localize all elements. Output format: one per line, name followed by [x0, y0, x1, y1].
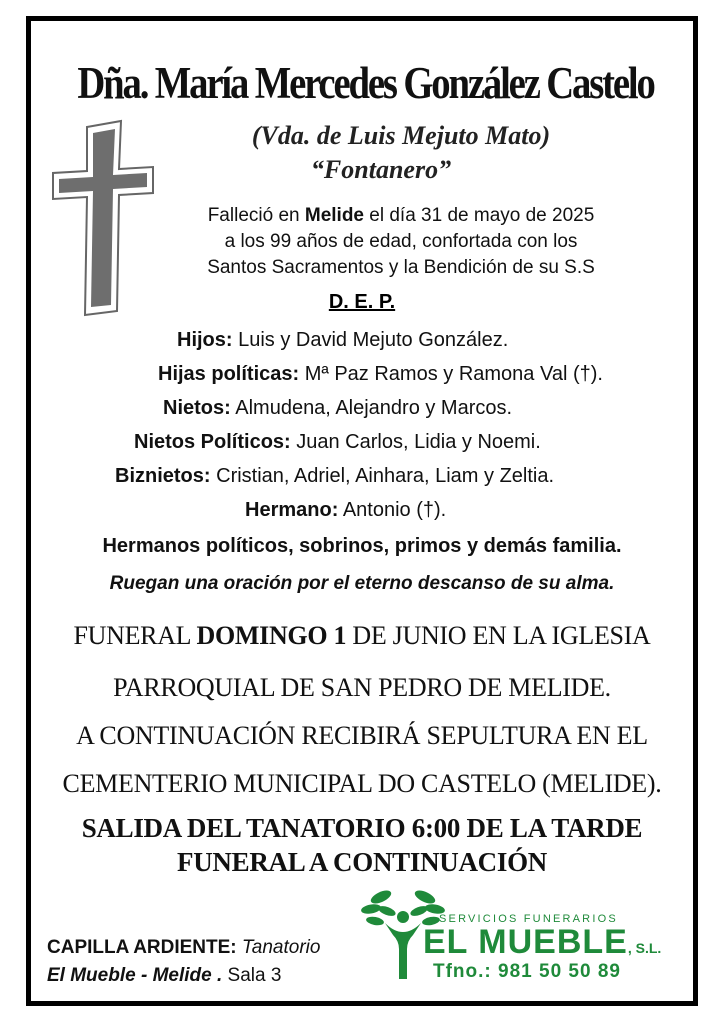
company-phone: Tfno.: 981 50 50 89 [433, 961, 621, 982]
departure-line-1: SALIDA DEL TANATORIO 6:00 DE LA TARDE [81, 813, 643, 843]
company-name: EL MUEBLE, S.L. [423, 923, 662, 961]
death-place: Melide [304, 205, 364, 226]
chapel-line-1: CAPILLA ARDIENTE: Tanatorio [47, 937, 321, 958]
family-hijos: Hijos: Luis y David Mejuto González. [177, 329, 509, 351]
funeral-date: DOMINGO 1 [196, 621, 347, 650]
widow-of: (Vda. de Luis Mejuto Mato) [251, 121, 551, 150]
deceased-name: Dña. María Mercedes González Castelo [77, 58, 654, 108]
funeral-line-3: A CONTINUACIÓN RECIBIRÁ SEPULTURA EN EL [76, 721, 648, 750]
death-line-1: Falleció en Melide el día 31 de mayo de 2025 [207, 205, 595, 226]
obituary-frame [26, 16, 698, 1006]
nickname: “Fontanero” [310, 155, 452, 184]
death-line-3: Santos Sacramentos y la Bendición de su S.S [207, 257, 595, 278]
funeral-line-4: CEMENTERIO MUNICIPAL DO CASTELO (MELIDE). [62, 769, 662, 798]
funeral-line-2: PARROQUIAL DE SAN PEDRO DE MELIDE. [113, 673, 611, 702]
other-relatives: Hermanos políticos, sobrinos, primos y demás familia. [102, 535, 622, 557]
family-hermano: Hermano: Antonio (†). [245, 499, 447, 521]
dep-label: D. E. P. [328, 291, 396, 313]
family-nietos: Nietos: Almudena, Alejandro y Marcos. [163, 397, 513, 419]
death-line-2: a los 99 años de edad, confortada con los [224, 231, 578, 252]
funeral-line-1: FUNERAL DOMINGO 1 DE JUNIO EN LA IGLESIA [73, 621, 651, 650]
family-biznietos: Biznietos: Cristian, Adriel, Ainhara, Liam y Zeltia. [115, 465, 555, 487]
departure-line-2: FUNERAL A CONTINUACIÓN [177, 847, 547, 877]
chapel-line-2: El Mueble - Melide . Sala 3 [47, 965, 282, 986]
family-hijas-politicas: Hijas políticas: Mª Paz Ramos y Ramona Val (†). [158, 363, 603, 385]
family-nietos-politicos: Nietos Políticos: Juan Carlos, Lidia y Noemi. [134, 431, 541, 453]
company-services: SERVICIOS FUNERARIOS [439, 913, 618, 925]
prayer-text: Ruegan una oración por el eterno descanso de su alma. [109, 573, 615, 594]
cross-icon [49, 117, 159, 317]
